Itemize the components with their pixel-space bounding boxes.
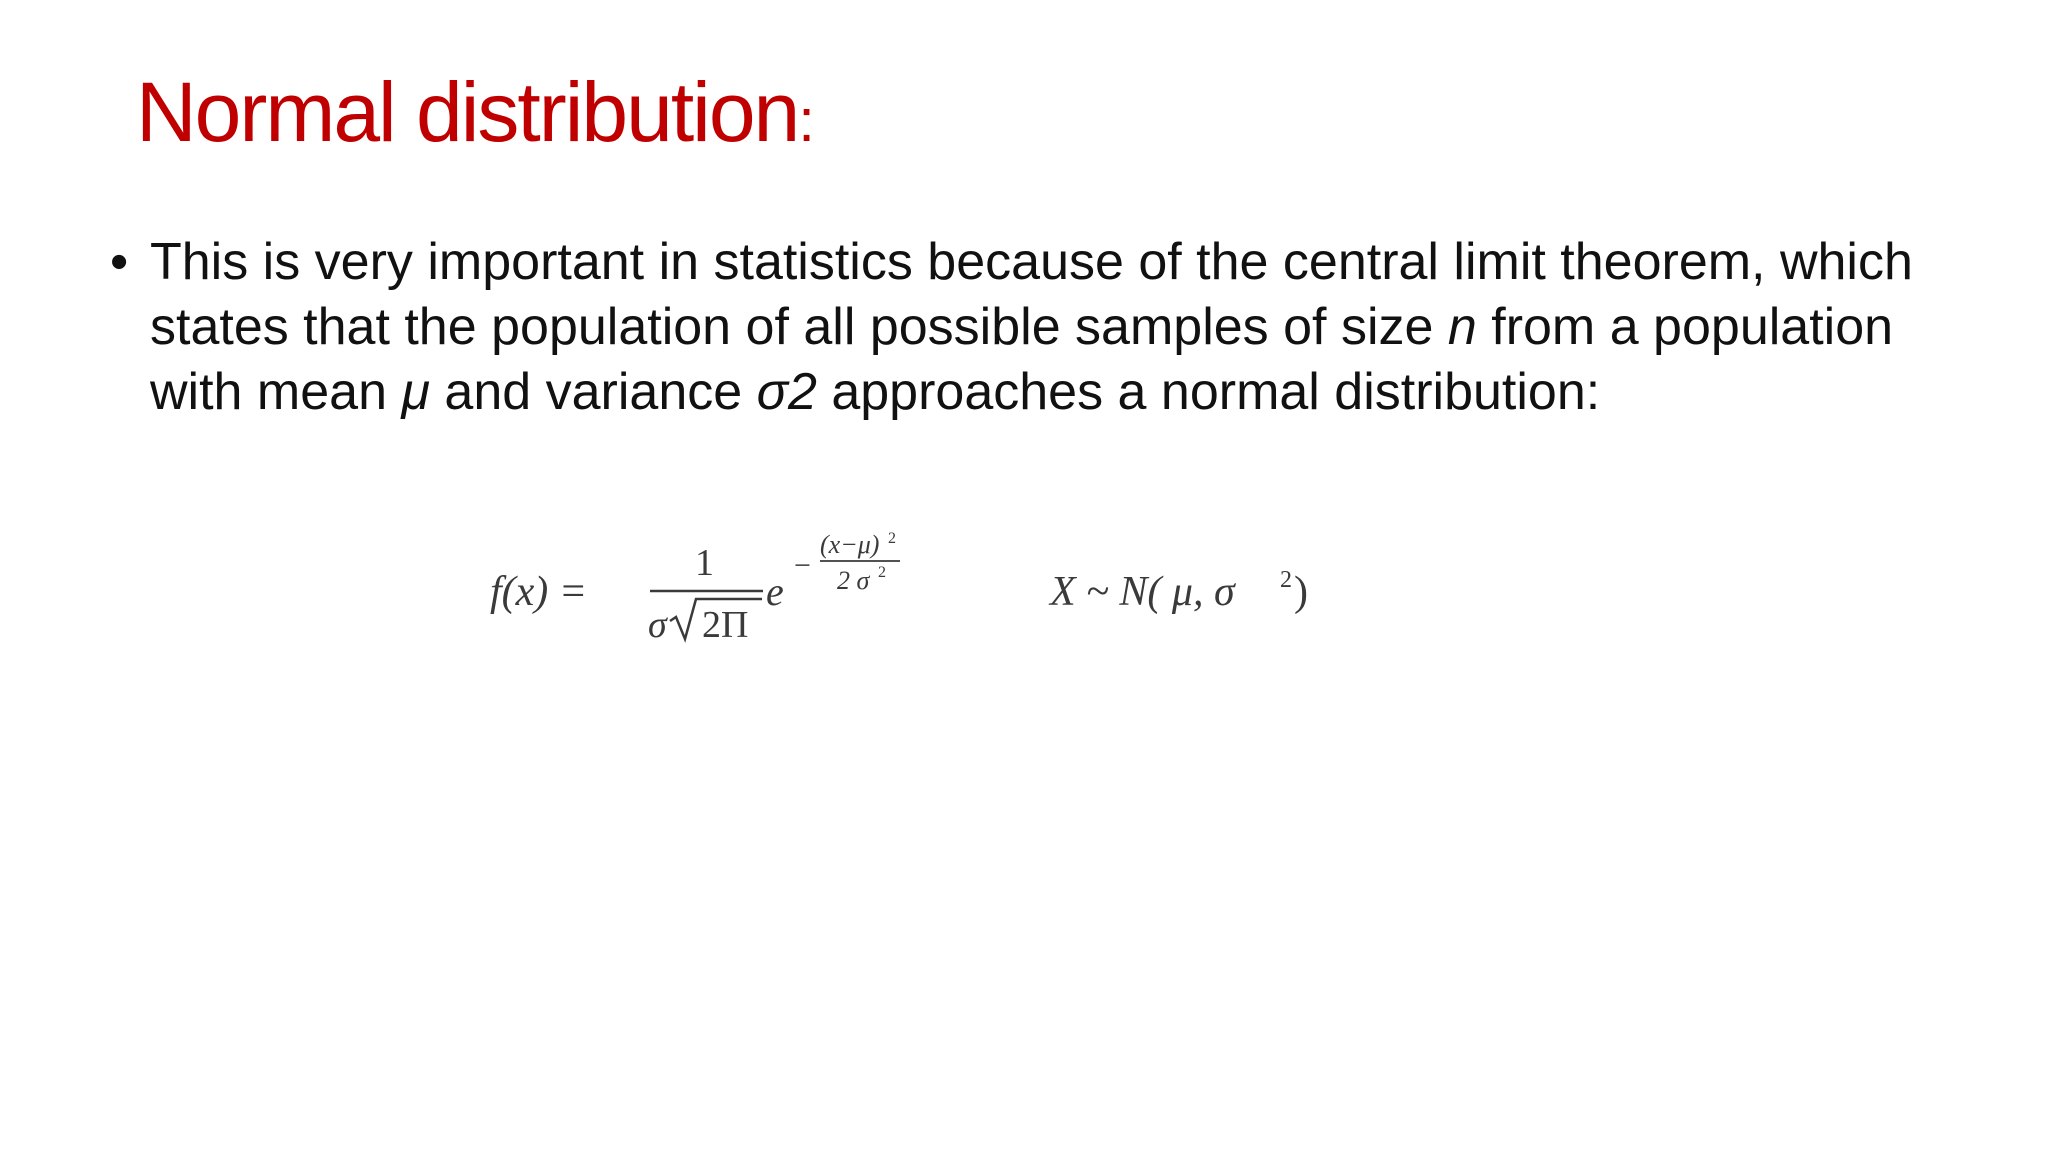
formula-dist-lhs: X ~ N( μ, σ [1050,569,1235,615]
formula-dist-power: 2 [1280,567,1292,593]
bullet-text-part2: from a population with mean [150,298,1894,421]
bullet-text-part1: This is very important in statistics because of the central limit theorem, which states that the population of all possible samples of size [150,233,1913,356]
slide-title-text: Normal distribution [136,65,799,159]
slide-title-colon: : [798,87,813,154]
formula-image [480,525,1360,665]
bullet-item [110,230,1970,425]
formula-denominator-sqrt-arg: 2Π [702,604,749,646]
formula-exp-numerator-power: 2 [888,530,896,547]
formula-exp-denominator-power: 2 [878,564,886,581]
formula-dist-rhs: ) [1294,569,1308,615]
bullet-var-sigma2: σ2 [756,363,817,421]
bullet-text [150,230,1970,425]
formula-lhs: f(x) = [490,569,588,615]
slide-title [136,62,813,171]
bullet-var-mu: μ [401,363,430,421]
bullet-dot-icon: • [110,233,129,291]
formula-svg [480,525,1360,665]
bullet-list [110,230,1970,425]
formula-exp-denominator: 2 σ [837,566,870,595]
formula-exp-sign: − [794,549,811,582]
formula-exp-numerator: (x−μ) [820,530,880,559]
bullet-var-n: n [1447,298,1477,356]
formula-base-e: e [766,569,784,614]
formula-numerator: 1 [695,542,714,584]
formula-denominator-sigma: σ [648,604,667,646]
bullet-text-part4: approaches a normal distribution: [816,363,1601,421]
bullet-text-part3: and variance [429,363,757,421]
